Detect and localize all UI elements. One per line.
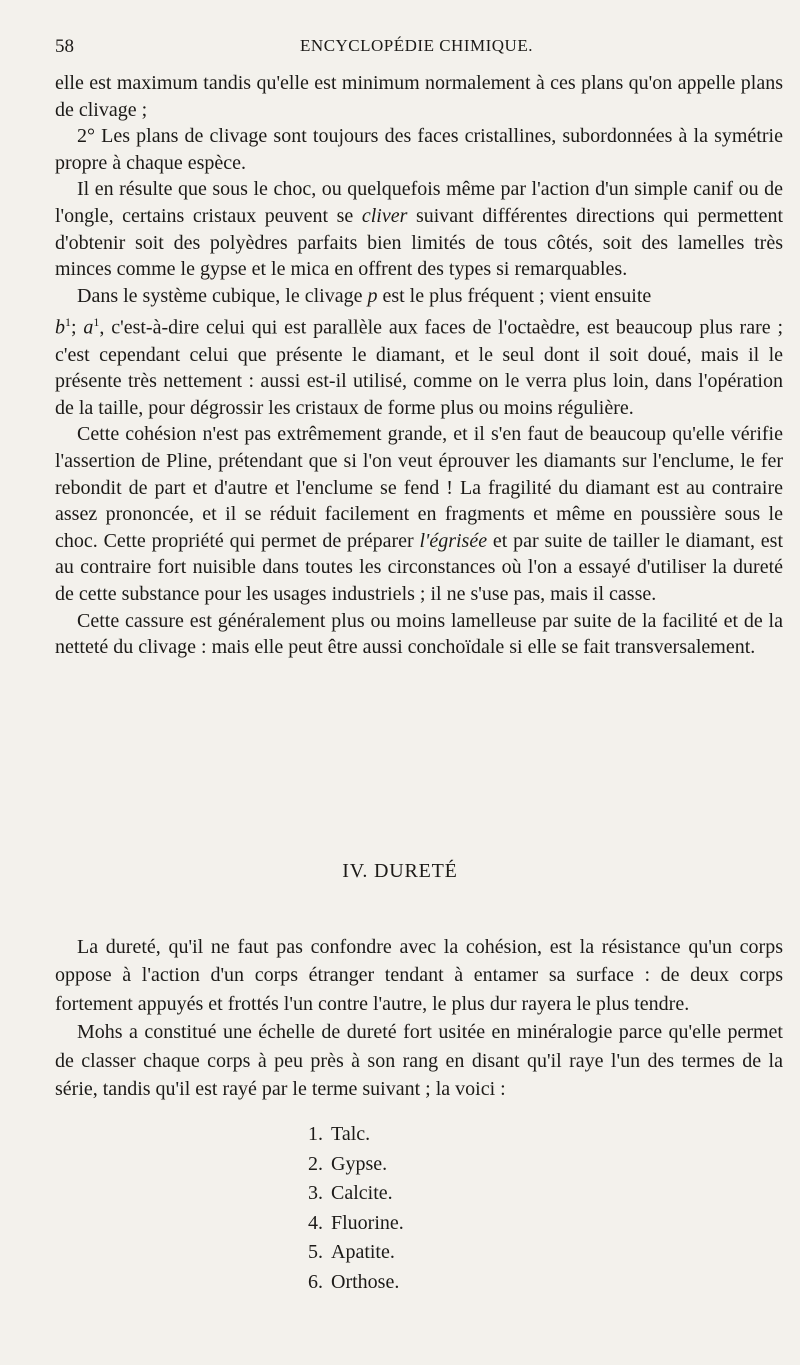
paragraph: La dureté, qu'il ne faut pas confondre avec la cohésion, est la résistance qu'un corps oppose à l'action d'un corps étranger tendant à entamer sa surface : de deux corps fortement appuyés et frottés l'un contre l'autre, le plus dur rayera le plus tendre. [55, 936, 783, 1015]
page-header [55, 36, 778, 66]
mohs-scale-list [295, 1120, 404, 1297]
list-item: 4. Fluorine. [308, 1211, 404, 1234]
paragraph: Dans le système cubique, le clivage p est le plus fréquent ; vient ensuite $b^1$; $a^1$, c'est-à-dire celui qui est parallèle aux faces de l'octaèdre, est beaucoup plus rare ; c'est cependant celui que présente le diamant, et le seul dont il soit doué, mais il le présente très nettement : aussi est-il utilisé, comme on le verra plus loin, dans l'opération de la taille, pour dégrossir les cristaux de forme plus ou moins régulière. [55, 284, 784, 419]
paragraph: Cette cassure est généralement plus ou moins lamelleuse par suite de la facilité et de la netteté du clivage : mais elle peut être aussi conchoïdale si elle se fait transversalement. [55, 609, 783, 659]
superscript: 1 [93, 315, 100, 330]
list-item: 5. Apatite. [308, 1241, 395, 1263]
page-number: 58 [55, 36, 74, 57]
paragraph: Cette cohésion n'est pas extrêmement grande, et il s'en faut de beaucoup qu'elle vérifie l'assertion de Pline, prétendant que si l'on veut éprouver les diamants sur l'enclume, le fer rebondit de part et d'autre et l'enclume se fend ! La fragilité du diamant est au contraire assez prononcée, et il se réduit facilement en fragments et même en poussière sous le choc. Cette propriété qui permet de préparer l'égrisée et par suite de tailler le diamant, est au contraire fort nuisible dans toutes les circonstances où l'on a essayé d'utiliser la dureté de cette substance pour les usages industriels ; il ne s'use pas, mais il casse. [55, 423, 783, 605]
list-item: 3. Calcite. [308, 1182, 393, 1204]
italic-symbol: a [83, 317, 94, 339]
body-text-section [55, 933, 783, 1103]
section-heading: IV. DURETÉ [342, 860, 458, 882]
paragraph: Mohs a constitué une échelle de dureté fort usitée en minéralogie parce qu'elle permet de classer chaque corps à peu près à son rang en disant qu'il raye l'un des termes de la série, tandis qu'il est rayé par le terme suivant ; la voici : [55, 1021, 783, 1101]
body-text [55, 70, 783, 661]
italic-symbol: b [55, 317, 65, 339]
running-title: ENCYCLOPÉDIE CHIMIQUE. [300, 36, 533, 55]
italic-symbol: p [367, 284, 378, 307]
list-item: 2. Gypse. [308, 1152, 388, 1175]
paragraph: elle est maximum tandis qu'elle est minimum normalement à ces plans qu'on appelle plans de clivage ; [55, 72, 783, 121]
paragraph: Il en résulte que sous le choc, ou quelquefois même par l'action d'un simple canif ou de l'ongle, certains cristaux peuvent se cliver suivant différentes directions qui permettent d'obtenir soit des polyèdres parfaits bien limités de tous côtés, soit des lamelles très minces comme le gypse et le mica en offrent des types si remarquables. [55, 178, 784, 281]
paragraph: 2° Les plans de clivage sont toujours des faces cristallines, subordonnées à la symétrie propre à chaque espèce. [55, 125, 783, 174]
list-item: 1. Talc. [308, 1123, 371, 1145]
superscript: 1 [65, 315, 71, 330]
italic-term: l'égrisée [419, 529, 488, 552]
italic-term: cliver [361, 204, 408, 227]
list-item: 6. Orthose. [308, 1270, 400, 1293]
